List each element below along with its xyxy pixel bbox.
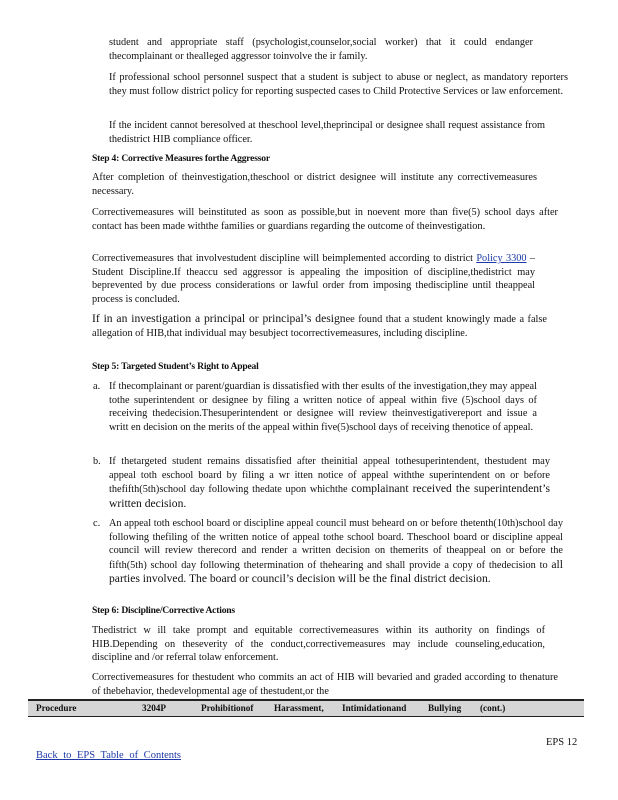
paragraph-graded-measures: Correctivemeasures for thestudent who commits an act of HIB will bevaried and graded according to thenature of thebehavior, thedevelopmental age of thestudent,or the <box>92 672 558 697</box>
list-marker-a: a. <box>93 381 101 392</box>
policy-3300-link[interactable]: Policy 3300 <box>476 253 527 264</box>
paragraph-district-measures: Thedistrict w ill take prompt and equitable correctivemeasures within its authority on findings of HIB.Depending on theseverity of the conduct,correctivemeasures may include counseling,education, discipline and /or referral tolaw enforcement. <box>92 625 545 664</box>
paragraph-false-allegation: If in an investigation a principal or principal’s designee found that a student knowingly made a false allegation of HIB,that individual may besubject tocorrectivemeasures, including discipline. <box>92 312 547 339</box>
paragraph-discipline-policy: Correctivemeasures that involvestudent discipline will beimplemented according to district Policy 3300 – Student Discipline.If theaccu sed aggressor is appealing the imposition of discipline,thedistrict may beprevented by due process considerations or lawful order from imposing thediscipline until theappeal process is concluded. <box>92 253 536 305</box>
list-item-appeal-board: If thetargeted student remains dissatisfied after theinitial appeal tothesuperintendent, thestudent may appeal toth eschool board by filing a wr itten notice of appeal withthe superintendent on or before thefifth(5th)school day following thedate upon whichthe complainant received the superintendent’s written decision. <box>109 456 550 510</box>
step-6-heading: Step 6: Discipline/Corrective Actions <box>92 605 235 616</box>
list-marker-c: c. <box>93 518 101 529</box>
footer-title-word-4: Bullying <box>428 703 462 713</box>
paragraph-mandatory-reporters: If professional school personnel suspect that a student is subject to abuse or neglect, as mandatory reporters they must follow district policy for reporting suspected cases to Child Protective Services or law enforcement. <box>109 72 568 97</box>
list-item-appeal-hearing: An appeal toth eschool board or discipline appeal council must beheard on or before thetenth(10th)school day following thefiling of the written notice of appeal tothe school board. Theschool board or discipline appeal council will review therecord and render a written decision on themerits of theappeal on or before the fifth(5th) school day following thetermination of thehearing and shall provide a copy of thedecision to all parties involved. The board or council’s decision will be the final district decision. <box>109 518 563 586</box>
paragraph-hib-compliance: If the incident cannot beresolved at theschool level,theprincipal or designee shall request assistance from thedistrict HIB compliance officer. <box>109 120 545 145</box>
footer-title-word-3: Intimidationand <box>342 703 407 713</box>
step-4-heading: Step 4: Corrective Measures forthe Aggressor <box>92 153 270 164</box>
back-to-toc-link[interactable]: Back to EPS Table of Contents <box>36 750 182 761</box>
list-marker-b: b. <box>93 456 101 467</box>
paragraph-corrective-timing: Correctivemeasures will beinstituted as soon as possible,but in noevent more than five(5) school days after contact has been made withthe families or guardians regarding the outcome of theinvestigation. <box>92 207 558 232</box>
footer-title-word-2: Harassment, <box>274 703 324 713</box>
footer-title-word-5: (cont.) <box>480 703 506 713</box>
footer-title-word-1: Prohibitionof <box>201 703 254 713</box>
procedure-footer-bar <box>28 699 584 717</box>
paragraph-after-completion: After completion of theinvestigation,theschool or district designee will institute any correctivemeasures necessary. <box>92 172 537 197</box>
footer-procedure-code: 3204P <box>142 703 166 713</box>
footer-procedure-label: Procedure <box>36 703 77 713</box>
page-number: EPS 12 <box>546 737 578 748</box>
list-item-appeal-superintendent: If thecomplainant or parent/guardian is dissatisfied with ther esults of the investigation,they may appeal tothe superintendent or designee by filing a written notice of appeal within five (5)school days of receiving thedecision.Thesuperintendent or designee will review theinvestigativereport and issue a writt en decision on the merits of the appeal within five(5)school days of receiving thenotice of appeal. <box>109 381 537 433</box>
paragraph-family-notification: student and appropriate staff (psychologist,counselor,social worker) that it could endanger thecomplainant or thealleged aggressor toinvolve the ir family. <box>109 37 533 62</box>
step-5-heading: Step 5: Targeted Student’s Right to Appeal <box>92 361 259 372</box>
